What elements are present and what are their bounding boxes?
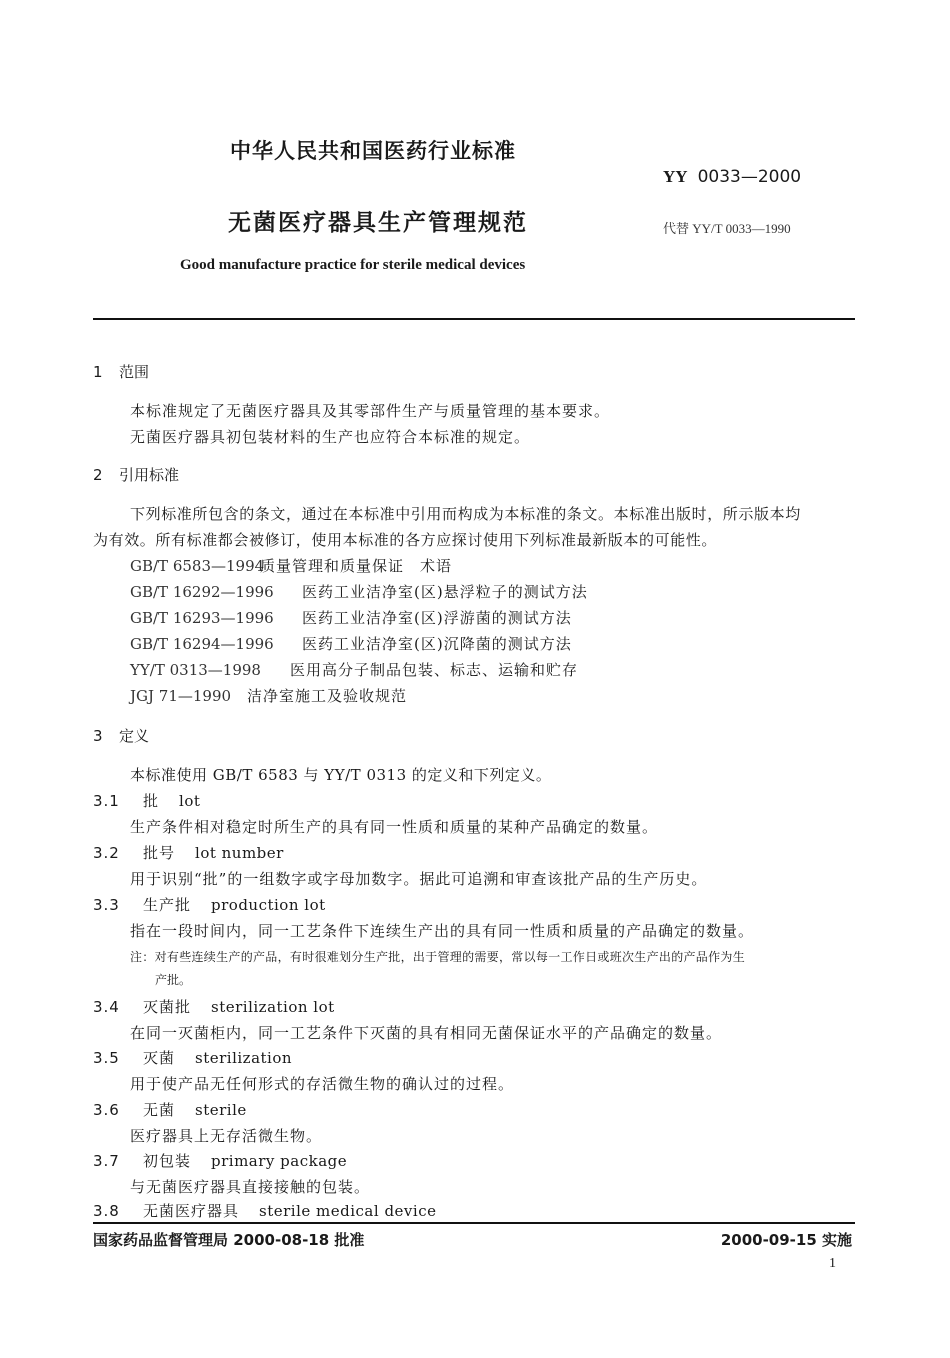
section-heading-definitions [93,725,149,746]
definition-number: 3.3 [93,896,120,914]
definition-description: 与无菌医疗器具直接接触的包装。 [130,1178,371,1196]
reference-code: GB/T 16292—1996 [130,583,274,601]
definition-number: 3.2 [93,844,120,862]
reference-code: YY/T 0313—1998 [130,661,261,679]
definition-term [93,1047,292,1068]
reference-code: GB/T 6583—1994 [130,557,265,575]
definition-term [93,1099,247,1120]
reference-title: 医药工业洁净室(区)沉降菌的测试方法 [302,635,572,653]
replaces-standard: 代替 YY/T 0033—1990 [663,221,791,236]
definition-number: 3.5 [93,1049,120,1067]
section-number: 2 [93,466,103,484]
standard-number [663,167,801,187]
term-cn: 无菌医疗器具 [143,1202,240,1220]
reference-code: GB/T 16294—1996 [130,635,274,653]
term-en: production lot [211,896,326,914]
implementation-date: 2000-09-15 实施 [720,1231,852,1249]
standard-number-value: 0033—2000 [697,167,802,187]
definition-number: 3.4 [93,998,120,1016]
definition-description: 医疗器具上无存活微生物。 [130,1127,323,1145]
scope-paragraph-2: 无菌医疗器具初包装材料的生产也应符合本标准的规定。 [130,428,531,446]
definition-number: 3.7 [93,1152,120,1170]
reference-title: 医药工业洁净室(区)悬浮粒子的测试方法 [302,583,588,601]
english-title: Good manufacture practice for sterile medical devices [180,257,526,273]
reference-item [130,685,407,706]
footer-divider [93,1222,855,1224]
reference-item [130,607,572,628]
section-heading-scope [93,361,149,382]
term-en: sterile medical device [259,1202,437,1220]
section-title: 范围 [119,363,150,381]
references-paragraph-line-2: 为有效。所有标准都会被修订，使用本标准的各方应探讨使用下列标准最新版本的可能性。 [93,531,718,549]
term-cn: 生产批 [143,896,192,914]
term-cn: 批号 [143,844,176,862]
definition-number: 3.1 [93,792,120,810]
reference-title: 医药工业洁净室(区)浮游菌的测试方法 [302,609,572,627]
section-number: 3 [93,727,103,745]
term-cn: 灭菌批 [143,998,192,1016]
industry-standard-heading: 中华人民共和国医药行业标准 [230,139,516,163]
definition-note-line-2: 产批。 [155,973,192,987]
reference-title: 质量管理和质量保证 术语 [260,557,453,575]
term-cn: 初包装 [143,1152,192,1170]
approval-line: 国家药品监督管理局 2000-08-18 批准 [93,1231,365,1249]
term-cn: 批 [143,792,160,810]
section-title: 引用标准 [119,466,180,484]
term-cn: 无菌 [143,1101,176,1119]
definition-description: 指在一段时间内，同一工艺条件下连续生产出的具有同一性质和质量的产品确定的数量。 [130,922,755,940]
section-title: 定义 [119,727,150,745]
reference-item [130,659,578,680]
term-en: sterilization [195,1049,293,1067]
section-number: 1 [93,363,103,381]
reference-item [130,581,588,602]
definition-description: 在同一灭菌柜内，同一工艺条件下灭菌的具有相同无菌保证水平的产品确定的数量。 [130,1024,723,1042]
definition-description: 生产条件相对稳定时所生产的具有同一性质和质量的某种产品确定的数量。 [130,818,659,836]
term-en: lot number [195,844,284,862]
definition-term [93,1150,347,1171]
scope-paragraph-1: 本标准规定了无菌医疗器具及其零部件生产与质量管理的基本要求。 [130,402,611,420]
definition-term [93,1200,436,1221]
standard-prefix: YY [663,167,688,186]
references-paragraph-line-1: 下列标准所包含的条文，通过在本标准中引用而构成为本标准的条文。本标准出版时，所示版本均 [130,505,801,523]
definition-term [93,790,200,811]
reference-code: JGJ 71—1990 [130,687,232,705]
term-en: sterilization lot [211,998,335,1016]
definition-term [93,996,335,1017]
reference-title: 洁净室施工及验收规范 [247,687,408,705]
definitions-intro: 本标准使用 GB/T 6583 与 YY/T 0313 的定义和下列定义。 [130,766,552,784]
definition-description: 用于识别“批”的一组数字或字母加数字。据此可追溯和审查该批产品的生产历史。 [130,870,708,888]
term-en: sterile [195,1101,247,1119]
page-number: 1 [829,1256,836,1271]
definition-term [93,842,284,863]
definition-description: 用于使产品无任何形式的存活微生物的确认过的过程。 [130,1075,515,1093]
term-en: primary package [211,1152,348,1170]
term-en: lot [179,792,201,810]
definition-note-line-1: 注：对有些连续生产的产品，有时很难划分生产批，出于管理的需要，常以每一工作日或班次生产出的产品作为生 [130,950,746,964]
header-divider [93,318,855,320]
document-title: 无菌医疗器具生产管理规范 [228,210,528,236]
section-heading-references [93,464,179,485]
reference-title: 医用高分子制品包装、标志、运输和贮存 [290,661,579,679]
definition-number: 3.6 [93,1101,120,1119]
definition-term [93,894,326,915]
reference-item [130,633,572,654]
reference-code: GB/T 16293—1996 [130,609,274,627]
reference-item [130,555,452,576]
term-cn: 灭菌 [143,1049,176,1067]
definition-number: 3.8 [93,1202,120,1220]
